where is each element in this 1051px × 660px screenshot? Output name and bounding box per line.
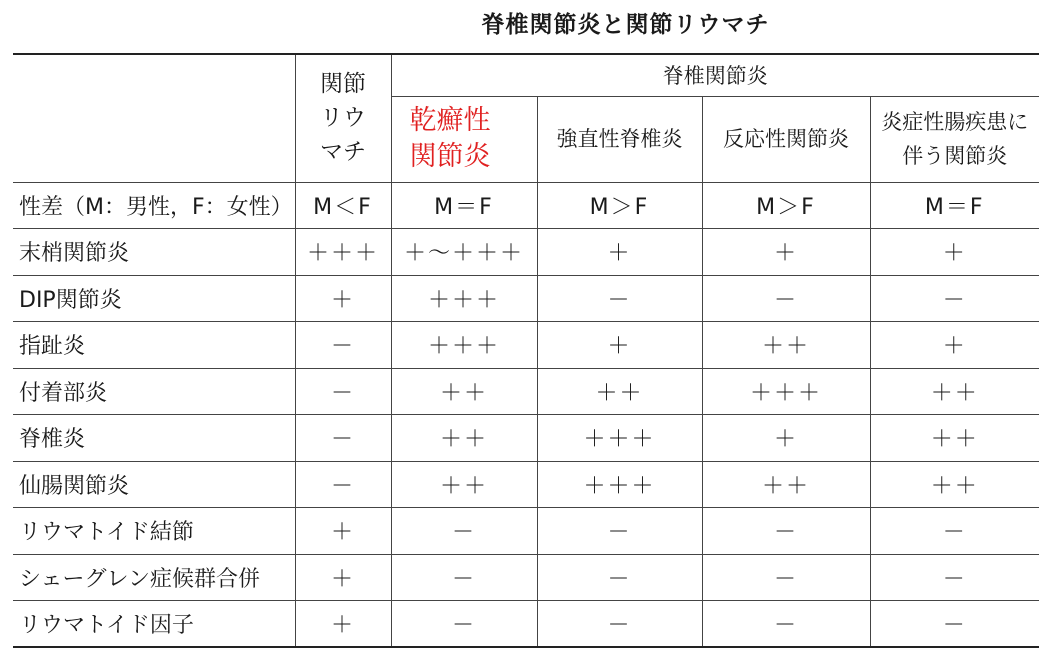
cell-psa: ＋＋＋	[391, 322, 537, 369]
cell-ra: －	[295, 322, 391, 369]
page-title: 脊椎関節炎と関節リウマチ	[481, 12, 770, 38]
table-row	[13, 229, 1039, 276]
header-row-group	[13, 54, 1039, 96]
table-row	[13, 461, 1039, 508]
cell-psa: ＋＋＋	[391, 275, 537, 322]
header-psa	[391, 96, 537, 182]
cell-as: ＋＋＋	[537, 461, 702, 508]
header-ra	[295, 54, 391, 182]
cell-ibd: ＋	[870, 322, 1039, 369]
row-label: 脊椎炎	[13, 415, 295, 462]
table-row	[13, 554, 1039, 601]
cell-rea: ＋＋＋	[702, 368, 870, 415]
table-row	[13, 601, 1039, 648]
cell-ibd: M＝F	[870, 182, 1039, 229]
cell-rea: ＋＋	[702, 322, 870, 369]
cell-psa: ＋＋	[391, 415, 537, 462]
cell-ra: －	[295, 415, 391, 462]
table-row	[13, 182, 1039, 229]
cell-ra: ＋＋＋	[295, 229, 391, 276]
cell-ibd: ＋＋	[870, 415, 1039, 462]
cell-ibd: ＋＋	[870, 368, 1039, 415]
header-as: 強直性脊椎炎	[537, 96, 702, 182]
row-label: シェーグレン症候群合併	[13, 554, 295, 601]
row-label: 仙腸関節炎	[13, 461, 295, 508]
cell-ra: ＋	[295, 508, 391, 555]
row-label: リウマトイド結節	[13, 508, 295, 555]
header-psa-label: 乾癬性関節炎	[409, 105, 491, 172]
cell-ibd: －	[870, 554, 1039, 601]
cell-ibd: －	[870, 601, 1039, 648]
header-ibd	[870, 96, 1039, 182]
cell-rea: ＋	[702, 415, 870, 462]
cell-psa: ＋＋	[391, 461, 537, 508]
cell-ra: M＜F	[295, 182, 391, 229]
cell-psa: －	[391, 554, 537, 601]
cell-rea: M＞F	[702, 182, 870, 229]
cell-rea: －	[702, 275, 870, 322]
cell-rea: －	[702, 554, 870, 601]
cell-as: －	[537, 508, 702, 555]
cell-ibd: －	[870, 508, 1039, 555]
table-row	[13, 368, 1039, 415]
cell-as: ＋＋＋	[537, 415, 702, 462]
cell-as: ＋＋	[537, 368, 702, 415]
cell-as: －	[537, 601, 702, 648]
header-ibd-label: 炎症性腸疾患に伴う関節炎	[881, 110, 1029, 168]
cell-rea: －	[702, 601, 870, 648]
cell-as: －	[537, 275, 702, 322]
cell-ra: ＋	[295, 601, 391, 648]
table-row	[13, 415, 1039, 462]
cell-ibd: ＋	[870, 229, 1039, 276]
cell-ra: ＋	[295, 275, 391, 322]
comparison-table	[13, 53, 1039, 648]
cell-ra: ＋	[295, 554, 391, 601]
cell-psa: －	[391, 508, 537, 555]
cell-psa: ＋〜＋＋＋	[391, 229, 537, 276]
row-label: 性差（M：男性，F：女性）	[13, 182, 295, 229]
cell-rea: ＋	[702, 229, 870, 276]
header-ra-label: 関節リウマチ	[320, 71, 366, 166]
cell-ibd: －	[870, 275, 1039, 322]
cell-rea: －	[702, 508, 870, 555]
header-rea: 反応性関節炎	[702, 96, 870, 182]
cell-as: ＋	[537, 229, 702, 276]
row-label: 付着部炎	[13, 368, 295, 415]
header-spa-group: 脊椎関節炎	[391, 54, 1039, 96]
cell-rea: ＋＋	[702, 461, 870, 508]
cell-as: M＞F	[537, 182, 702, 229]
cell-psa: M＝F	[391, 182, 537, 229]
cell-as: －	[537, 554, 702, 601]
row-label: リウマトイド因子	[13, 601, 295, 648]
cell-ibd: ＋＋	[870, 461, 1039, 508]
cell-psa: ＋＋	[391, 368, 537, 415]
row-label: 指趾炎	[13, 322, 295, 369]
header-corner-cell	[13, 54, 295, 182]
cell-as: ＋	[537, 322, 702, 369]
row-label: 末梢関節炎	[13, 229, 295, 276]
table-row	[13, 322, 1039, 369]
table-row	[13, 508, 1039, 555]
cell-ra: －	[295, 461, 391, 508]
cell-psa: －	[391, 601, 537, 648]
cell-ra: －	[295, 368, 391, 415]
table-row	[13, 275, 1039, 322]
row-label: DIP関節炎	[13, 275, 295, 322]
